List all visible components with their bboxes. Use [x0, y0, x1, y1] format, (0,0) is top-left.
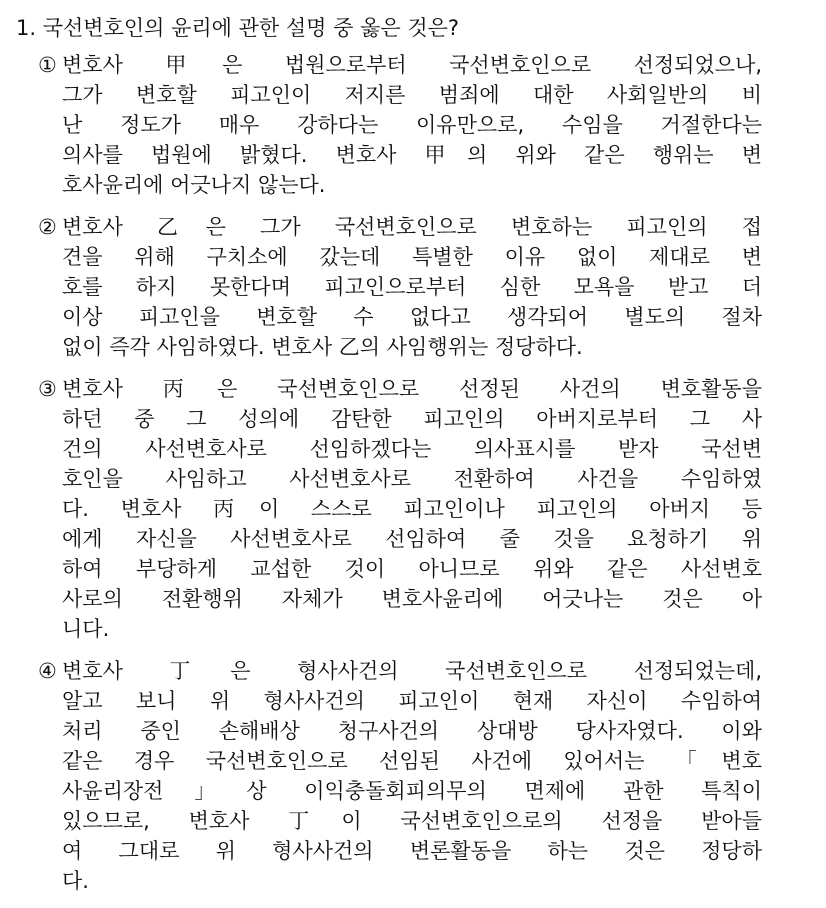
option-text-line: 니다. [62, 617, 110, 641]
option-text-line: 하던 중 그 성의에 감탄한 피고인의 아버지로부터 그 사 [62, 407, 762, 431]
option-text-line: 그가 변호할 피고인이 저지른 범죄에 대한 사회일반의 비 [62, 83, 762, 107]
option-text-line: 의사를 법원에 밝혔다. 변호사 甲의 위와 같은 행위는 변 [62, 143, 762, 167]
option-number-marker: ① [38, 53, 57, 77]
option-text-line: 있으므로, 변호사 丁이 국선변호인으로의 선정을 받아들 [62, 809, 762, 833]
question-stem: 1. 국선변호인의 윤리에 관한 설명 중 옳은 것은? [16, 16, 460, 40]
answer-options [38, 50, 762, 908]
option-text-line: 여 그대로 위 형사사건의 변론활동을 하는 것은 정당하 [62, 839, 762, 863]
option-text-line: 다. [62, 869, 89, 893]
answer-option-4 [38, 656, 762, 896]
option-text-line: 같은 경우 국선변호인으로 선임된 사건에 있어서는 「변호 [62, 749, 762, 773]
answer-option-1 [38, 50, 762, 200]
option-text-line: 처리 중인 손해배상 청구사건의 상대방 당사자였다. 이와 [62, 719, 762, 743]
option-text-line: 없이 즉각 사임하였다. 변호사 乙의 사임행위는 정당하다. [62, 335, 583, 359]
option-number-marker: ③ [38, 377, 57, 401]
option-text-line: 난 정도가 매우 강하다는 이유만으로, 수임을 거절한다는 [62, 113, 762, 137]
option-text-line: 견을 위해 구치소에 갔는데 특별한 이유 없이 제대로 변 [62, 245, 762, 269]
option-number-marker: ④ [38, 659, 57, 683]
option-text-line: 변호사 乙은 그가 국선변호인으로 변호하는 피고인의 접 [62, 215, 762, 239]
answer-option-3 [38, 374, 762, 644]
option-text-line: 호를 하지 못한다며 피고인으로부터 심한 모욕을 받고 더 [62, 275, 762, 299]
option-text-line: 알고 보니 위 형사사건의 피고인이 현재 자신이 수임하여 [62, 689, 762, 713]
option-text-line: 건의 사선변호사로 선임하겠다는 의사표시를 받자 국선변 [62, 437, 762, 461]
answer-option-2 [38, 212, 762, 362]
option-text-line: 호인을 사임하고 사선변호사로 전환하여 사건을 수임하였 [62, 467, 762, 491]
option-text-line: 사로의 전환행위 자체가 변호사윤리에 어긋나는 것은 아 [62, 587, 762, 611]
option-text-line: 사윤리장전」상 이익충돌회피의무의 면제에 관한 특칙이 [62, 779, 762, 803]
option-number-marker: ② [38, 215, 57, 239]
option-text-line: 변호사 甲은 법원으로부터 국선변호인으로 선정되었으나, [62, 53, 762, 77]
option-text-line: 다. 변호사 丙이 스스로 피고인이나 피고인의 아버지 등 [62, 497, 762, 521]
option-text-line: 호사윤리에 어긋나지 않는다. [62, 173, 326, 197]
option-text-line: 하여 부당하게 교섭한 것이 아니므로 위와 같은 사선변호 [62, 557, 762, 581]
option-text-line: 변호사 丁은 형사사건의 국선변호인으로 선정되었는데, [62, 659, 762, 683]
option-text-line: 변호사 丙은 국선변호인으로 선정된 사건의 변호활동을 [62, 377, 762, 401]
option-text-line: 이상 피고인을 변호할 수 없다고 생각되어 별도의 절차 [62, 305, 762, 329]
option-text-line: 에게 자신을 사선변호사로 선임하여 줄 것을 요청하기 위 [62, 527, 762, 551]
